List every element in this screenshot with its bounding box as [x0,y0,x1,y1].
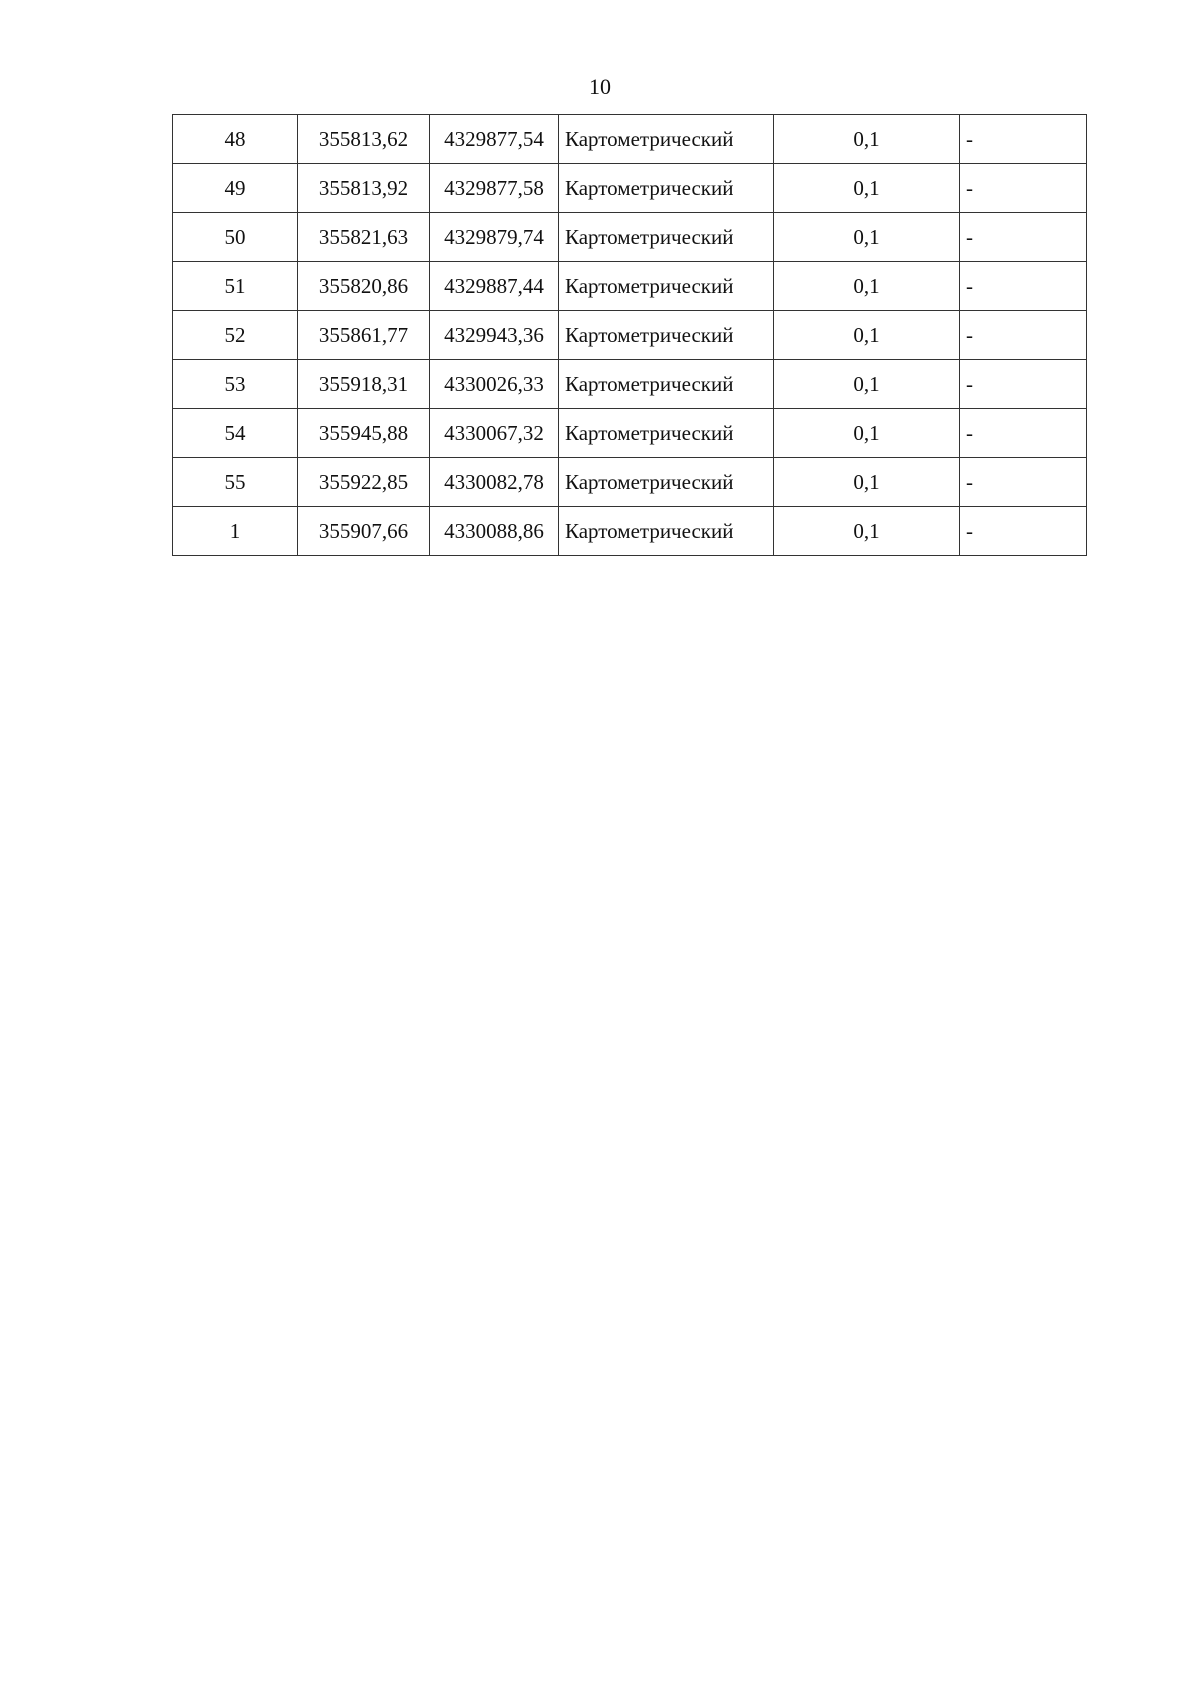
x-coordinate-cell: 355918,31 [298,360,430,409]
method-cell: Картометрический [559,311,774,360]
error-cell: 0,1 [774,360,960,409]
x-coordinate-cell: 355945,88 [298,409,430,458]
point-number-cell: 50 [173,213,298,262]
page-number: 10 [589,74,611,99]
method-cell: Картометрический [559,164,774,213]
method-cell: Картометрический [559,507,774,556]
x-coordinate-cell: 355813,62 [298,115,430,164]
x-coordinate-cell: 355820,86 [298,262,430,311]
description-cell: - [960,115,1087,164]
method-cell: Картометрический [559,115,774,164]
y-coordinate-cell: 4330026,33 [430,360,559,409]
table-row [173,409,1087,458]
description-cell: - [960,458,1087,507]
point-number-cell: 54 [173,409,298,458]
point-number-cell: 52 [173,311,298,360]
coordinates-table [172,114,1087,556]
method-cell: Картометрический [559,213,774,262]
description-cell: - [960,360,1087,409]
x-coordinate-cell: 355821,63 [298,213,430,262]
error-cell: 0,1 [774,311,960,360]
y-coordinate-cell: 4329887,44 [430,262,559,311]
point-number-cell: 55 [173,458,298,507]
y-coordinate-cell: 4329943,36 [430,311,559,360]
method-cell: Картометрический [559,360,774,409]
table-row [173,213,1087,262]
x-coordinate-cell: 355861,77 [298,311,430,360]
y-coordinate-cell: 4330067,32 [430,409,559,458]
coordinates-table-body [173,115,1087,556]
error-cell: 0,1 [774,507,960,556]
table-row [173,458,1087,507]
point-number-cell: 1 [173,507,298,556]
error-cell: 0,1 [774,115,960,164]
error-cell: 0,1 [774,262,960,311]
y-coordinate-cell: 4329879,74 [430,213,559,262]
table-row [173,507,1087,556]
description-cell: - [960,409,1087,458]
method-cell: Картометрический [559,458,774,507]
y-coordinate-cell: 4329877,58 [430,164,559,213]
point-number-cell: 51 [173,262,298,311]
table-row [173,262,1087,311]
error-cell: 0,1 [774,458,960,507]
table-row [173,360,1087,409]
y-coordinate-cell: 4329877,54 [430,115,559,164]
description-cell: - [960,164,1087,213]
error-cell: 0,1 [774,213,960,262]
method-cell: Картометрический [559,409,774,458]
description-cell: - [960,507,1087,556]
x-coordinate-cell: 355922,85 [298,458,430,507]
method-cell: Картометрический [559,262,774,311]
error-cell: 0,1 [774,409,960,458]
table-row [173,115,1087,164]
table-row [173,164,1087,213]
y-coordinate-cell: 4330082,78 [430,458,559,507]
table-row [173,311,1087,360]
description-cell: - [960,311,1087,360]
description-cell: - [960,213,1087,262]
point-number-cell: 48 [173,115,298,164]
point-number-cell: 53 [173,360,298,409]
y-coordinate-cell: 4330088,86 [430,507,559,556]
x-coordinate-cell: 355907,66 [298,507,430,556]
description-cell: - [960,262,1087,311]
error-cell: 0,1 [774,164,960,213]
point-number-cell: 49 [173,164,298,213]
x-coordinate-cell: 355813,92 [298,164,430,213]
